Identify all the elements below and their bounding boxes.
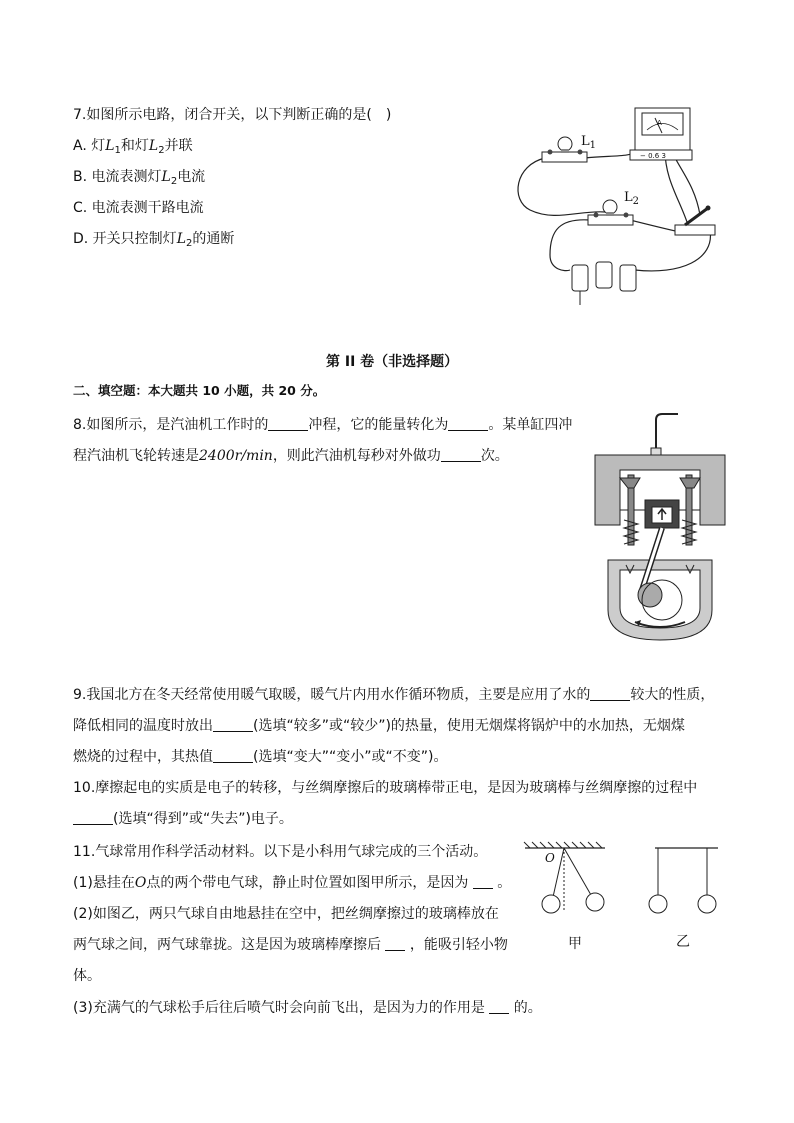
fig-label-l1: $L_1$ xyxy=(581,134,597,151)
q8-blank-2 xyxy=(448,418,488,431)
q8-line1: 8.如图所示，是汽油机工作时的 冲程，它的能量转化为 。某单缸四冲 xyxy=(73,417,573,433)
q10-blank-1 xyxy=(73,812,113,825)
balloon-figure-jia xyxy=(520,840,610,920)
q9-blank-2 xyxy=(213,719,253,732)
fig-caption-yi: 乙 xyxy=(676,934,690,950)
fig-label-l2: $L_2$ xyxy=(624,190,640,207)
q11-blank-3 xyxy=(489,1001,509,1014)
q7-option-d: D. 开关只控制灯$L_2$的通断 xyxy=(73,231,235,249)
q9-line3: 燃烧的过程中，其热值 (选填“变大”“变小”或“不变”)。 xyxy=(73,749,448,765)
q11-stem: 11.气球常用作科学活动材料。以下是小科用气球完成的三个活动。 xyxy=(73,844,488,860)
q7-stem: 7.如图所示电路，闭合开关，以下判断正确的是( ) xyxy=(73,107,392,123)
ammeter-terminals: − 0.6 3 xyxy=(640,152,666,160)
q10-line2: (选填“得到”或“失去”)电子。 xyxy=(73,808,293,828)
q9-line1: 9.我国北方在冬天经常使用暖气取暖，暖气片内用水作循环物质，主要是应用了水的 较大的性质， xyxy=(73,687,715,703)
q11-part3: (3)充满气的气球松手后往后喷气时会向前飞出，是因为力的作用是 的。 xyxy=(73,1000,542,1016)
q8-blank-1 xyxy=(268,418,308,431)
q8-blank-3 xyxy=(441,449,481,462)
q8-line2: 程汽油机飞轮转速是2400r/min，则此汽油机每秒对外做功 次。 xyxy=(73,448,509,464)
balloon-figure-yi xyxy=(640,840,730,920)
ammeter-a-label: A xyxy=(657,119,662,127)
fig-caption-jia: 甲 xyxy=(568,936,582,952)
q11-part2-line2: 两气球之间，两气球靠拢。这是因为玻璃棒摩擦后 ，能吸引轻小物 xyxy=(73,937,508,953)
q9-blank-3 xyxy=(213,750,253,763)
q11-blank-2 xyxy=(385,938,405,951)
q11-part2-line1: (2)如图乙，两只气球自由地悬挂在空中，把丝绸摩擦过的玻璃棒放在 xyxy=(73,906,499,922)
q7-option-b: B. 电流表测灯$L_2$电流 xyxy=(73,169,206,187)
q11-part2-line3: 体。 xyxy=(73,968,101,984)
section-title: 第 II 卷（非选择题） xyxy=(326,354,459,370)
q11-blank-1 xyxy=(473,876,493,889)
q9-line2: 降低相同的温度时放出 (选填“较多”或“较少”)的热量，使用无烟煤将锅炉中的水加热，无烟煤 xyxy=(73,718,685,734)
q10-line1: 10.摩擦起电的实质是电子的转移，与丝绸摩擦后的玻璃棒带正电，是因为玻璃棒与丝绸摩擦的过程中 xyxy=(73,780,698,796)
q7-option-a: A. 灯$L_1$和灯$L_2$并联 xyxy=(73,138,193,156)
q7-option-c: C. 电流表测干路电流 xyxy=(73,200,204,216)
circuit-figure xyxy=(510,100,725,310)
section-heading: 二、填空题：本大题共 10 小题，共 20 分。 xyxy=(73,383,326,398)
engine-figure xyxy=(590,410,730,645)
q11-part1: (1)悬挂在O点的两个带电气球，静止时位置如图甲所示，是因为 。 xyxy=(73,875,512,891)
fig-label-o: O xyxy=(545,851,555,865)
q9-blank-1 xyxy=(590,688,630,701)
